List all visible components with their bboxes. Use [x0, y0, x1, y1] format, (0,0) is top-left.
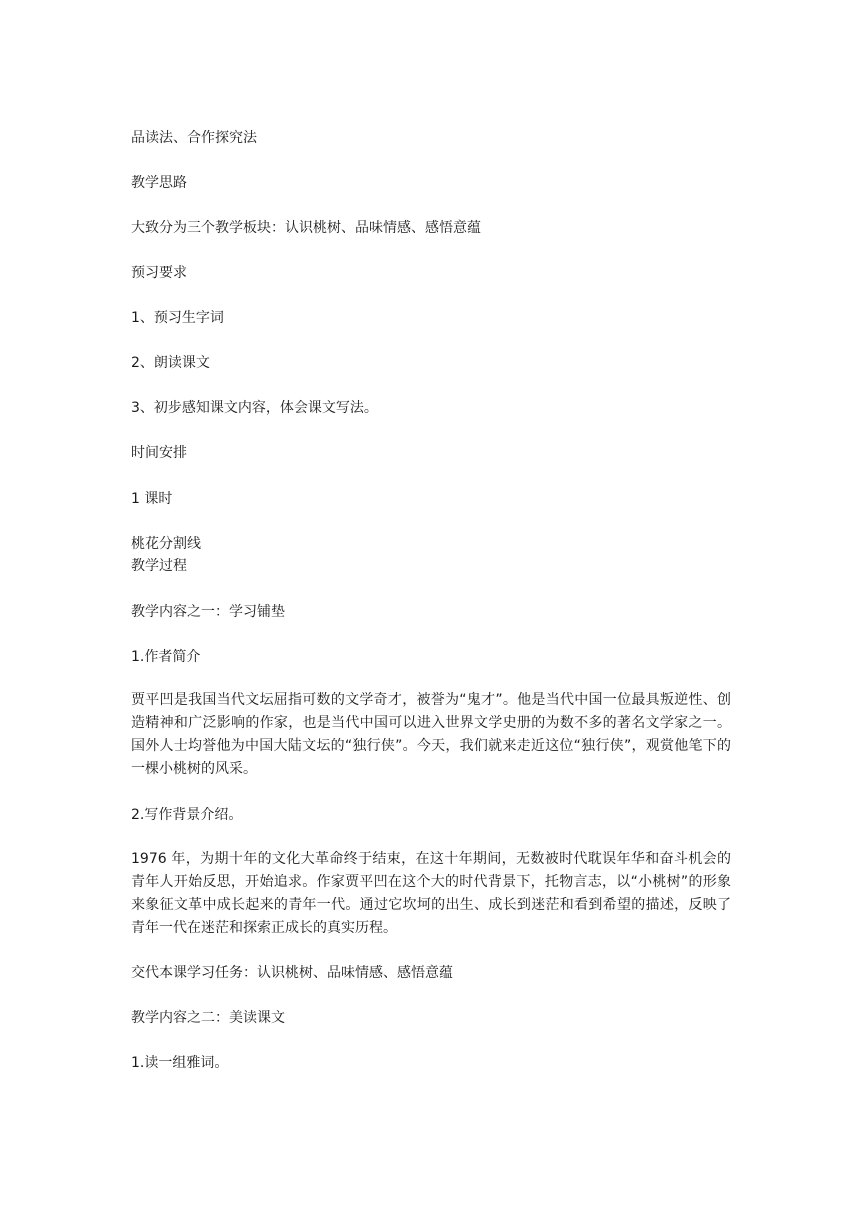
- read-words-line: 1.读一组雅词。: [131, 1055, 229, 1071]
- preview-heading: 预习要求: [131, 265, 187, 281]
- process-heading: 教学过程: [131, 558, 187, 574]
- preview-item-3: 3、初步感知课文内容，体会课文写法。: [131, 400, 378, 416]
- content-1-heading: 教学内容之一：学习铺垫: [131, 604, 285, 620]
- content-2-heading: 教学内容之二：美读课文: [131, 1010, 285, 1026]
- author-heading: 1.作者简介: [131, 649, 201, 665]
- preview-item-1: 1、预习生字词: [131, 310, 224, 326]
- methods-line: 品读法、合作探究法: [131, 130, 257, 146]
- background-paragraph: 1976 年，为期十年的文化大革命终于结束，在这十年期间，无数被时代耽误年华和奋斗机会的青年人开始反思，开始追求。作家贾平凹在这个大的时代背景下，托物言志，以“小桃树”的形象来象征文革中成长起来的青年一代。通过它坎坷的出生、成长到迷茫和看到希望的描述，反映了青年一代在迷茫和探索正成长的真实历程。: [131, 851, 731, 936]
- preview-item-2: 2、朗读课文: [131, 355, 210, 371]
- time-value: 1 课时: [131, 491, 173, 507]
- teaching-idea-heading: 教学思路: [131, 175, 187, 191]
- background-heading: 2.写作背景介绍。: [131, 807, 243, 823]
- task-line: 交代本课学习任务：认识桃树、品味情感、感悟意蕴: [131, 965, 453, 981]
- divider-label: 桃花分割线: [131, 536, 201, 552]
- teaching-idea-text: 大致分为三个教学板块：认识桃树、品味情感、感悟意蕴: [131, 220, 481, 236]
- time-heading: 时间安排: [131, 445, 187, 461]
- author-paragraph: 贾平凹是我国当代文坛屈指可数的文学奇才，被誉为“鬼才”。他是当代中国一位最具叛逆性、创造精神和广泛影响的作家，也是当代中国可以进入世界文学史册的为数不多的著名文学家之一。国外人士均誉他为中国大陆文坛的“独行侠”。今天，我们就来走近这位“独行侠”，观赏他笔下的一棵小桃树的风采。: [131, 692, 731, 777]
